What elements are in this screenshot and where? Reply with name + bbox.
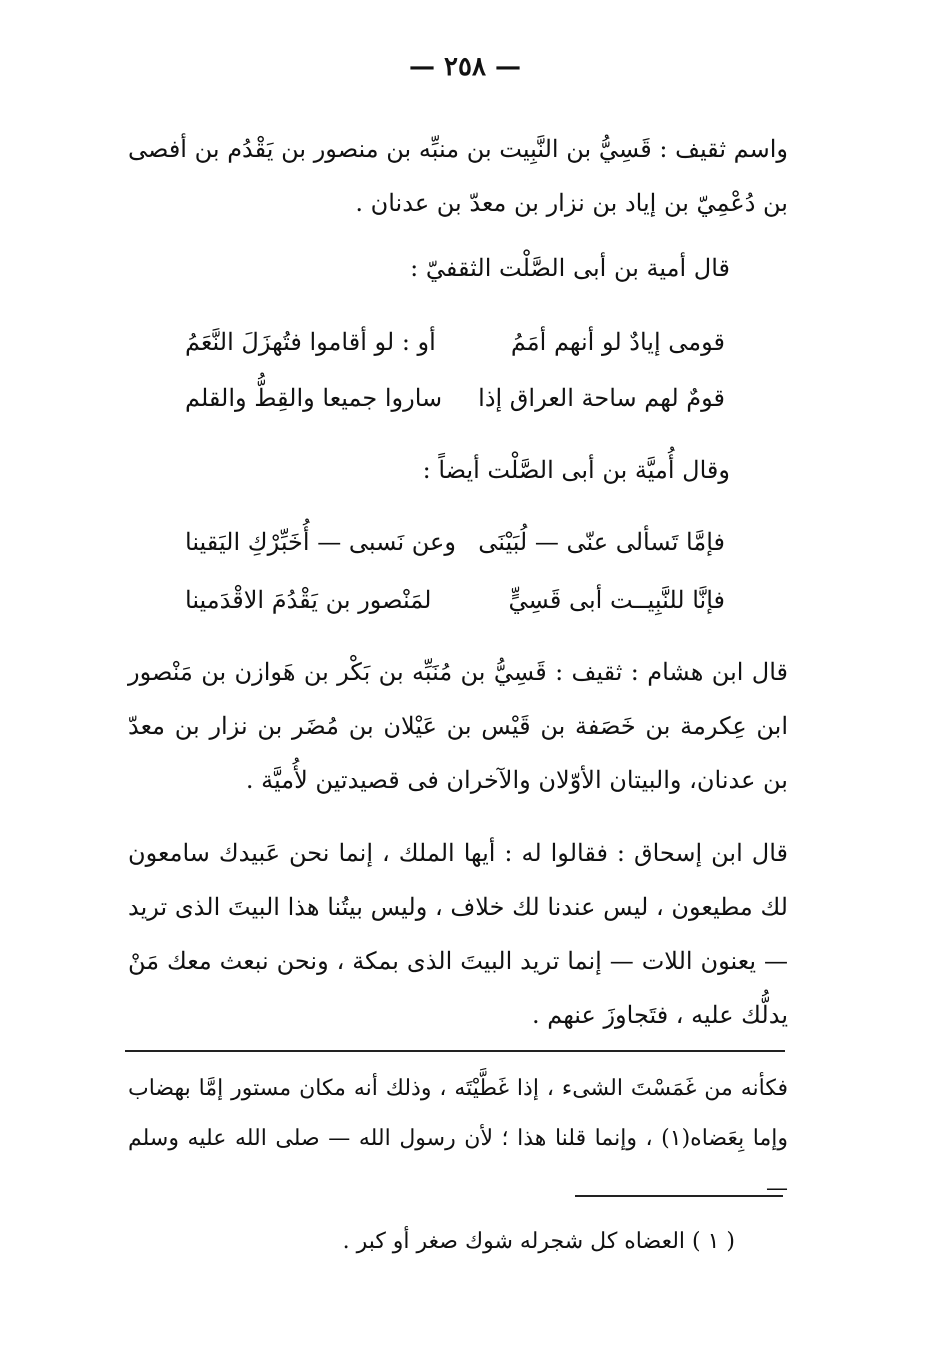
hemistich-second: ساروا جميعا والقِطُّ والقلم — [185, 384, 443, 412]
poem-intro-2: وقال أُميَّة بن أبى الصَّلْت أيضاً : — [422, 456, 730, 484]
hemistich-second: وعن نَسبى — أُخَبِّرْكِ اليَقينا — [185, 528, 456, 556]
poem-intro-1: قال أمية بن أبى الصَّلْت الثقفيّ : — [410, 254, 730, 282]
carryover-footnote: فكأنه من غَمَسْتَ الشىء ، إذا غَطَّيْتَه ، وذلك أنه مكان مستور إمَّا بهضاب وإما بِعَضاه(١) ، وإنما قلنا هذا ؛ لأن رسول الله — صلى الله عليه وسلم — — [128, 1076, 789, 1201]
paragraph-ibn-hisham: قال ابن هشام : ثقيف : قَسِيُّ بن مُنَبِّه بن بَكْر بن هَوازن بن مَنْصور ابن عِكرمة بن خَصَفة بن قَيْس بن عَيْلان بن مُضَر بن نزار بن معدّ بن عدنان، والبيتان الأوّلان والآخران فى قصيدتين لأُميَّة . — [128, 658, 789, 794]
hemistich-second: أو : لو أقاموا فتُهزَلَ النَّعَمُ — [185, 328, 436, 356]
paragraph-thaqif-lineage: واسم ثقيف : قَسِيُّ بن النَّبِيت بن منبِّه بن منصور بن يَقْدُم بن أفصى بن دُعْمِيّ بن إياد بن نزار بن معدّ بن عدنان . — [128, 135, 788, 217]
page-number: — ٢٥٨ — — [408, 52, 522, 82]
footnote-1: ( ١ ) العضاه كل شجرله شوك صغر أو كبر . — [342, 1229, 735, 1254]
hemistich-first: فإمَّا تَسألى عنّى — لُبَيْنَى — [478, 528, 725, 556]
hemistich-second: لمَنْصور بن يَقْدُمَ الاقْدَمينا — [185, 586, 432, 614]
hemistich-first: فإنَّا للنَّبِيــت أبى قَسِيٍّ — [508, 586, 725, 614]
footnote-separator — [125, 1050, 785, 1052]
hemistich-first: قومٌ لهم ساحة العراق إذا — [478, 384, 725, 412]
footnote-short-rule — [575, 1195, 783, 1197]
paragraph-ibn-ishaq: قال ابن إسحاق : فقالوا له : أيها الملك ، إنما نحن عَبيدك سامعون لك مطيعون ، ليس عندنا لك خلاف ، وليس بيتُنا هذا البيتَ الذى تريد — يعنون اللات — إنما تريد البيتَ الذى بمكة ، ونحن نبعث معك مَنْ يدلُّك عليه ، فتَجاوزَ عنهم . — [128, 839, 788, 1029]
hemistich-first: قومى إيادٌ لو أنهم أمَمُ — [510, 328, 725, 356]
